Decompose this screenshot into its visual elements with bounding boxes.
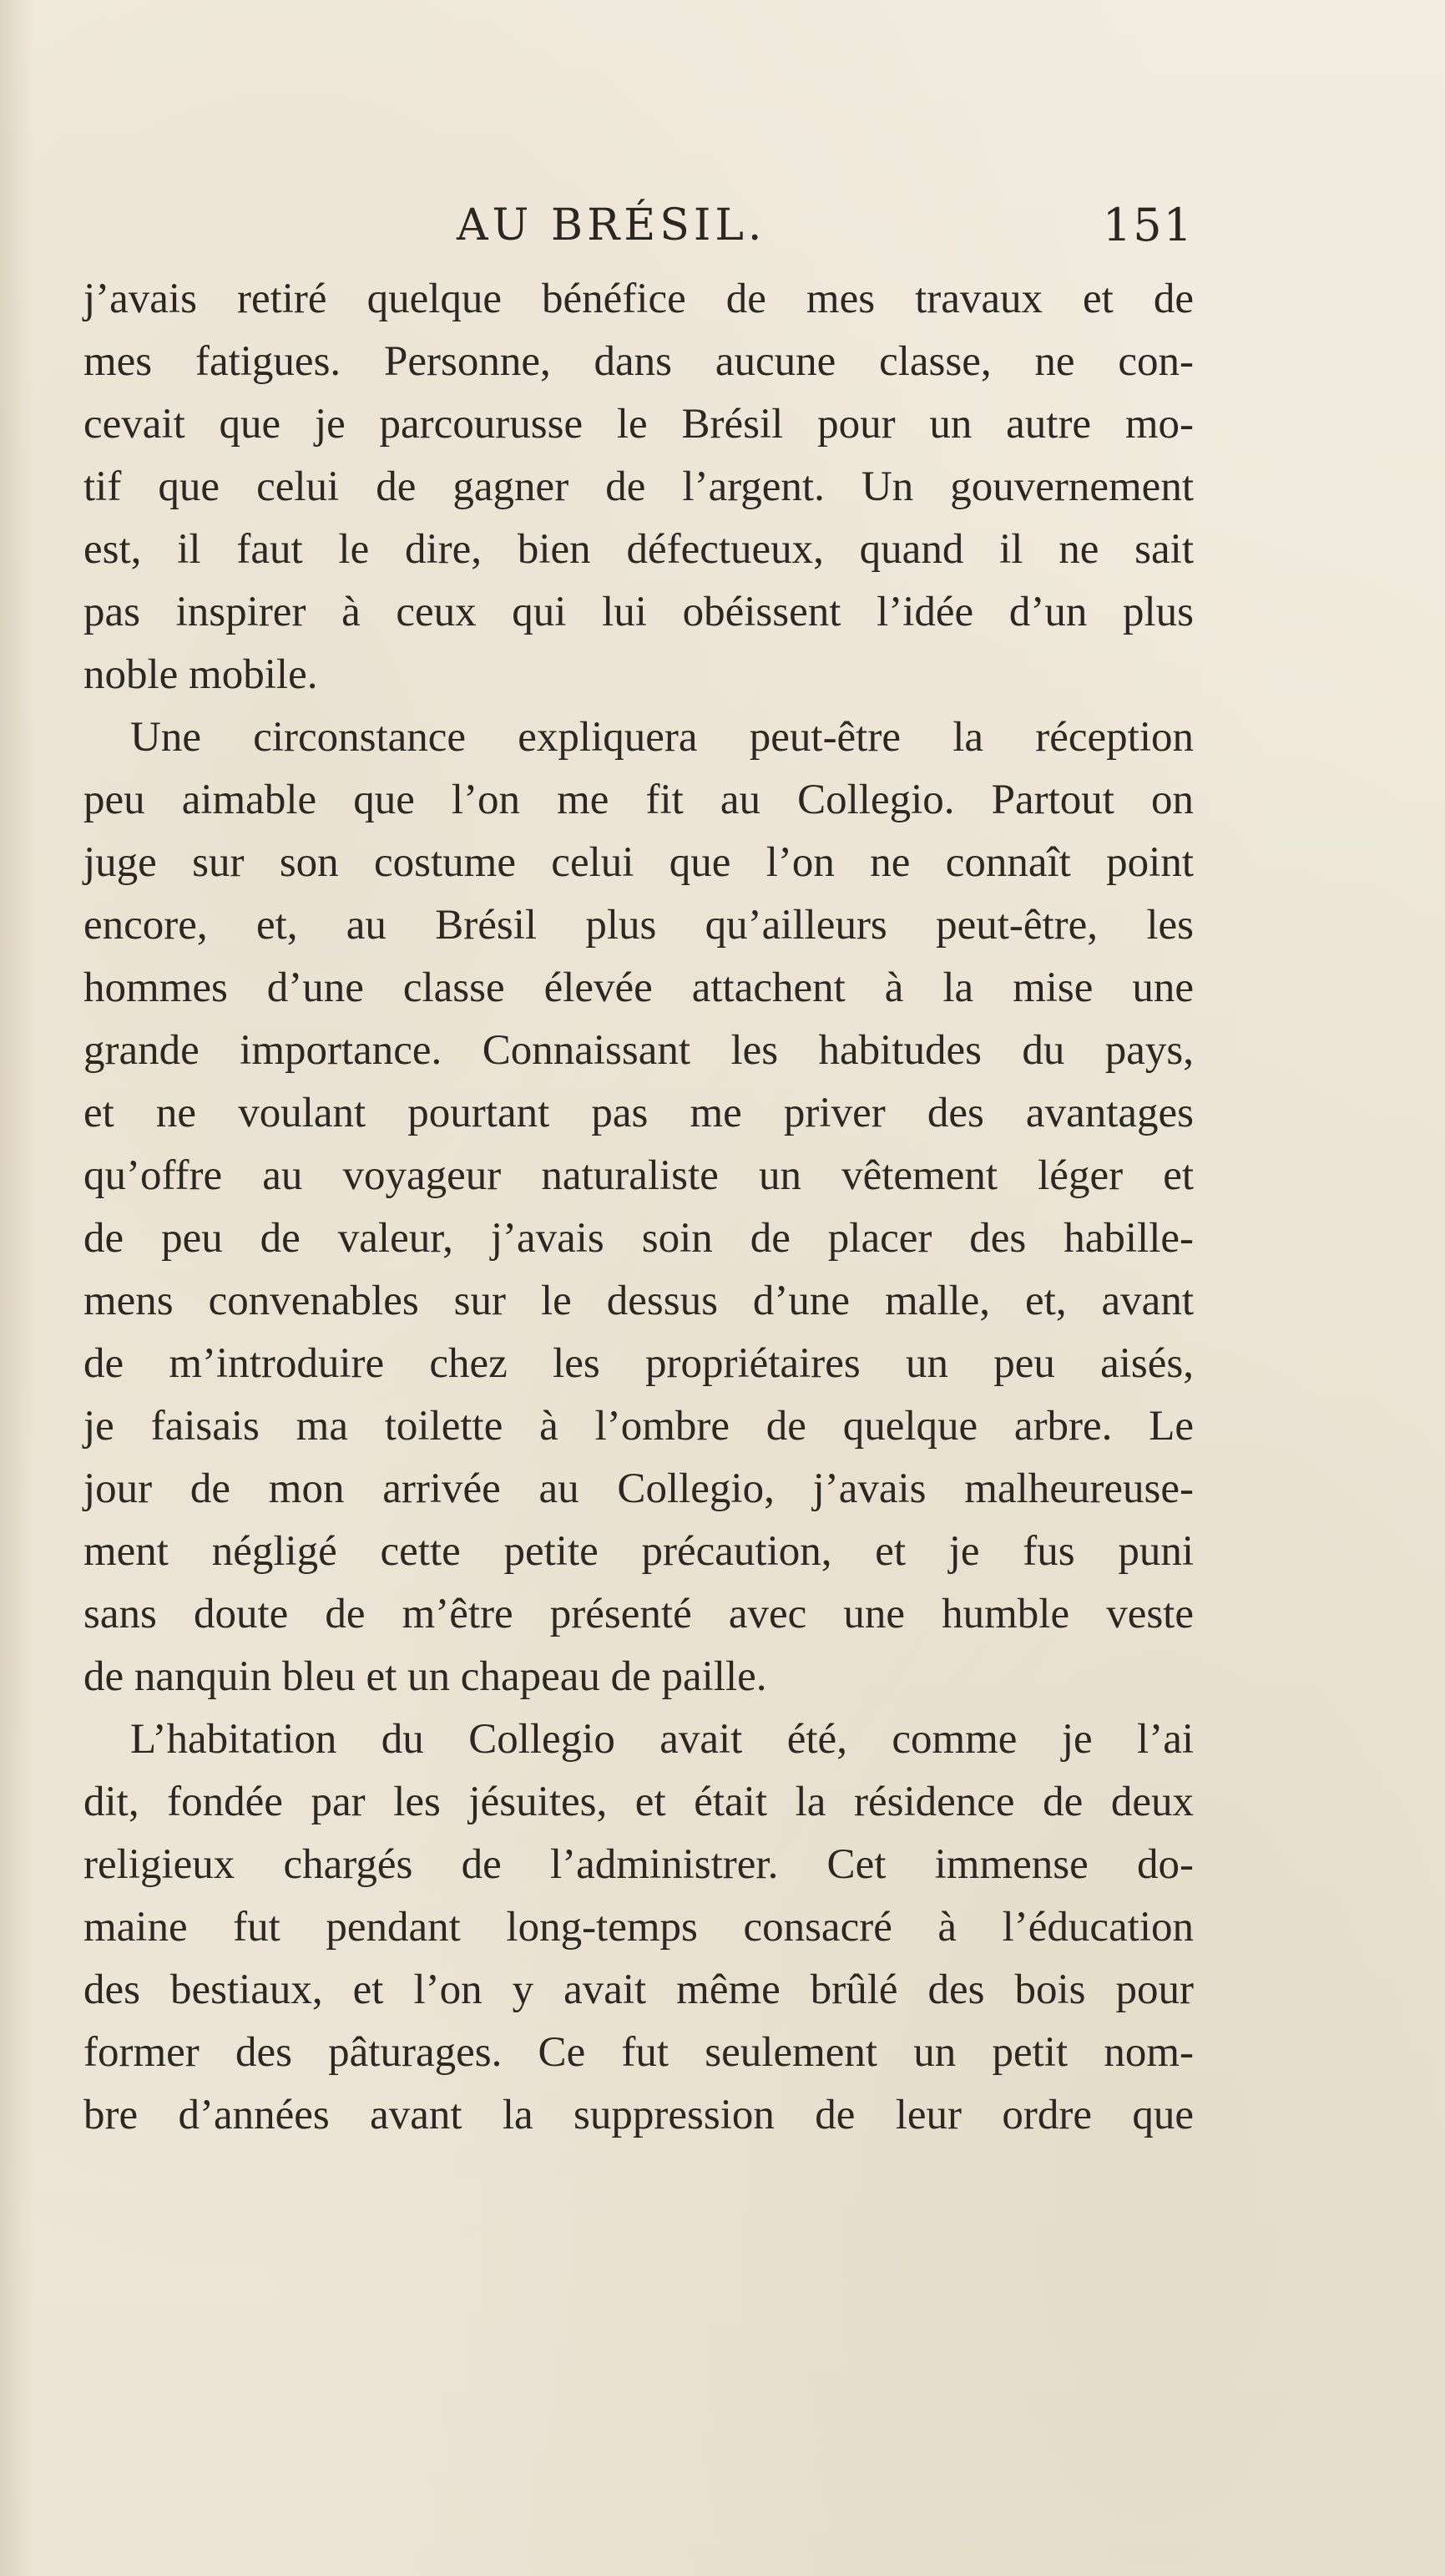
text-line: maine fut pendant long-temps consacré à l’éducation — [83, 1904, 1194, 1951]
text-line: des bestiaux, et l’on y avait même brûlé des bois pour — [83, 1966, 1194, 2013]
text-line: de peu de valeur, j’avais soin de placer des habille- — [83, 1215, 1194, 1262]
text-line: cevait que je parcourusse le Brésil pour un autre mo- — [83, 401, 1194, 448]
text-line: j’avais retiré quelque bénéfice de mes travaux et de — [83, 276, 1194, 322]
text-line: et ne voulant pourtant pas me priver des avantages — [83, 1090, 1194, 1136]
text-line: Une circonstance expliquera peut-être la réception — [130, 714, 1194, 761]
text-line: est, il faut le dire, bien défectueux, quand il ne sait — [83, 526, 1194, 573]
text-line: mens convenables sur le dessus d’une malle, et, avant — [83, 1278, 1194, 1324]
paragraph-1 — [83, 268, 1194, 706]
page-edge-shadow — [0, 0, 33, 2576]
body-text — [83, 268, 1194, 2147]
text-line: bre d’années avant la suppression de leur ordre que — [83, 2092, 1194, 2138]
text-line: hommes d’une classe élevée attachent à la mise une — [83, 964, 1194, 1011]
paragraph-2 — [83, 706, 1194, 1708]
text-line: mes fatigues. Personne, dans aucune classe, ne con- — [83, 338, 1194, 385]
running-title: AU BRÉSIL. — [457, 200, 766, 251]
text-line: L’habitation du Collegio avait été, comme je l’ai — [130, 1716, 1194, 1763]
text-line: sans doute de m’être présenté avec une humble veste — [83, 1591, 1194, 1637]
text-line: encore, et, au Brésil plus qu’ailleurs peut-être, les — [83, 902, 1194, 949]
page-header — [83, 188, 1194, 263]
text-line: de m’introduire chez les propriétaires un peu aisés, — [83, 1340, 1194, 1387]
text-line: tif que celui de gagner de l’argent. Un gouvernement — [83, 463, 1194, 510]
text-line: jour de mon arrivée au Collegio, j’avais malheureuse- — [83, 1465, 1194, 1512]
page-number: 151 — [1102, 199, 1194, 251]
text-line: ment négligé cette petite précaution, et je fus puni — [83, 1528, 1194, 1575]
text-line: peu aimable que l’on me fit au Collegio. Partout on — [83, 777, 1194, 823]
text-line: noble mobile. — [83, 651, 318, 698]
text-line: je faisais ma toilette à l’ombre de quelque arbre. Le — [83, 1403, 1194, 1450]
paragraph-3 — [83, 1708, 1194, 2147]
text-line: qu’offre au voyageur naturaliste un vêtement léger et — [83, 1152, 1194, 1199]
text-line: grande importance. Connaissant les habitudes du pays, — [83, 1027, 1194, 1074]
text-line: religieux chargés de l’administrer. Cet immense do- — [83, 1841, 1194, 1888]
text-line: former des pâturages. Ce fut seulement un petit nom- — [83, 2029, 1194, 2076]
text-line: dit, fondée par les jésuites, et était la résidence de deux — [83, 1779, 1194, 1825]
text-line: pas inspirer à ceux qui lui obéissent l’idée d’un plus — [83, 589, 1194, 635]
text-line: juge sur son costume celui que l’on ne connaît point — [83, 839, 1194, 886]
text-line: de nanquin bleu et un chapeau de paille. — [83, 1653, 767, 1700]
